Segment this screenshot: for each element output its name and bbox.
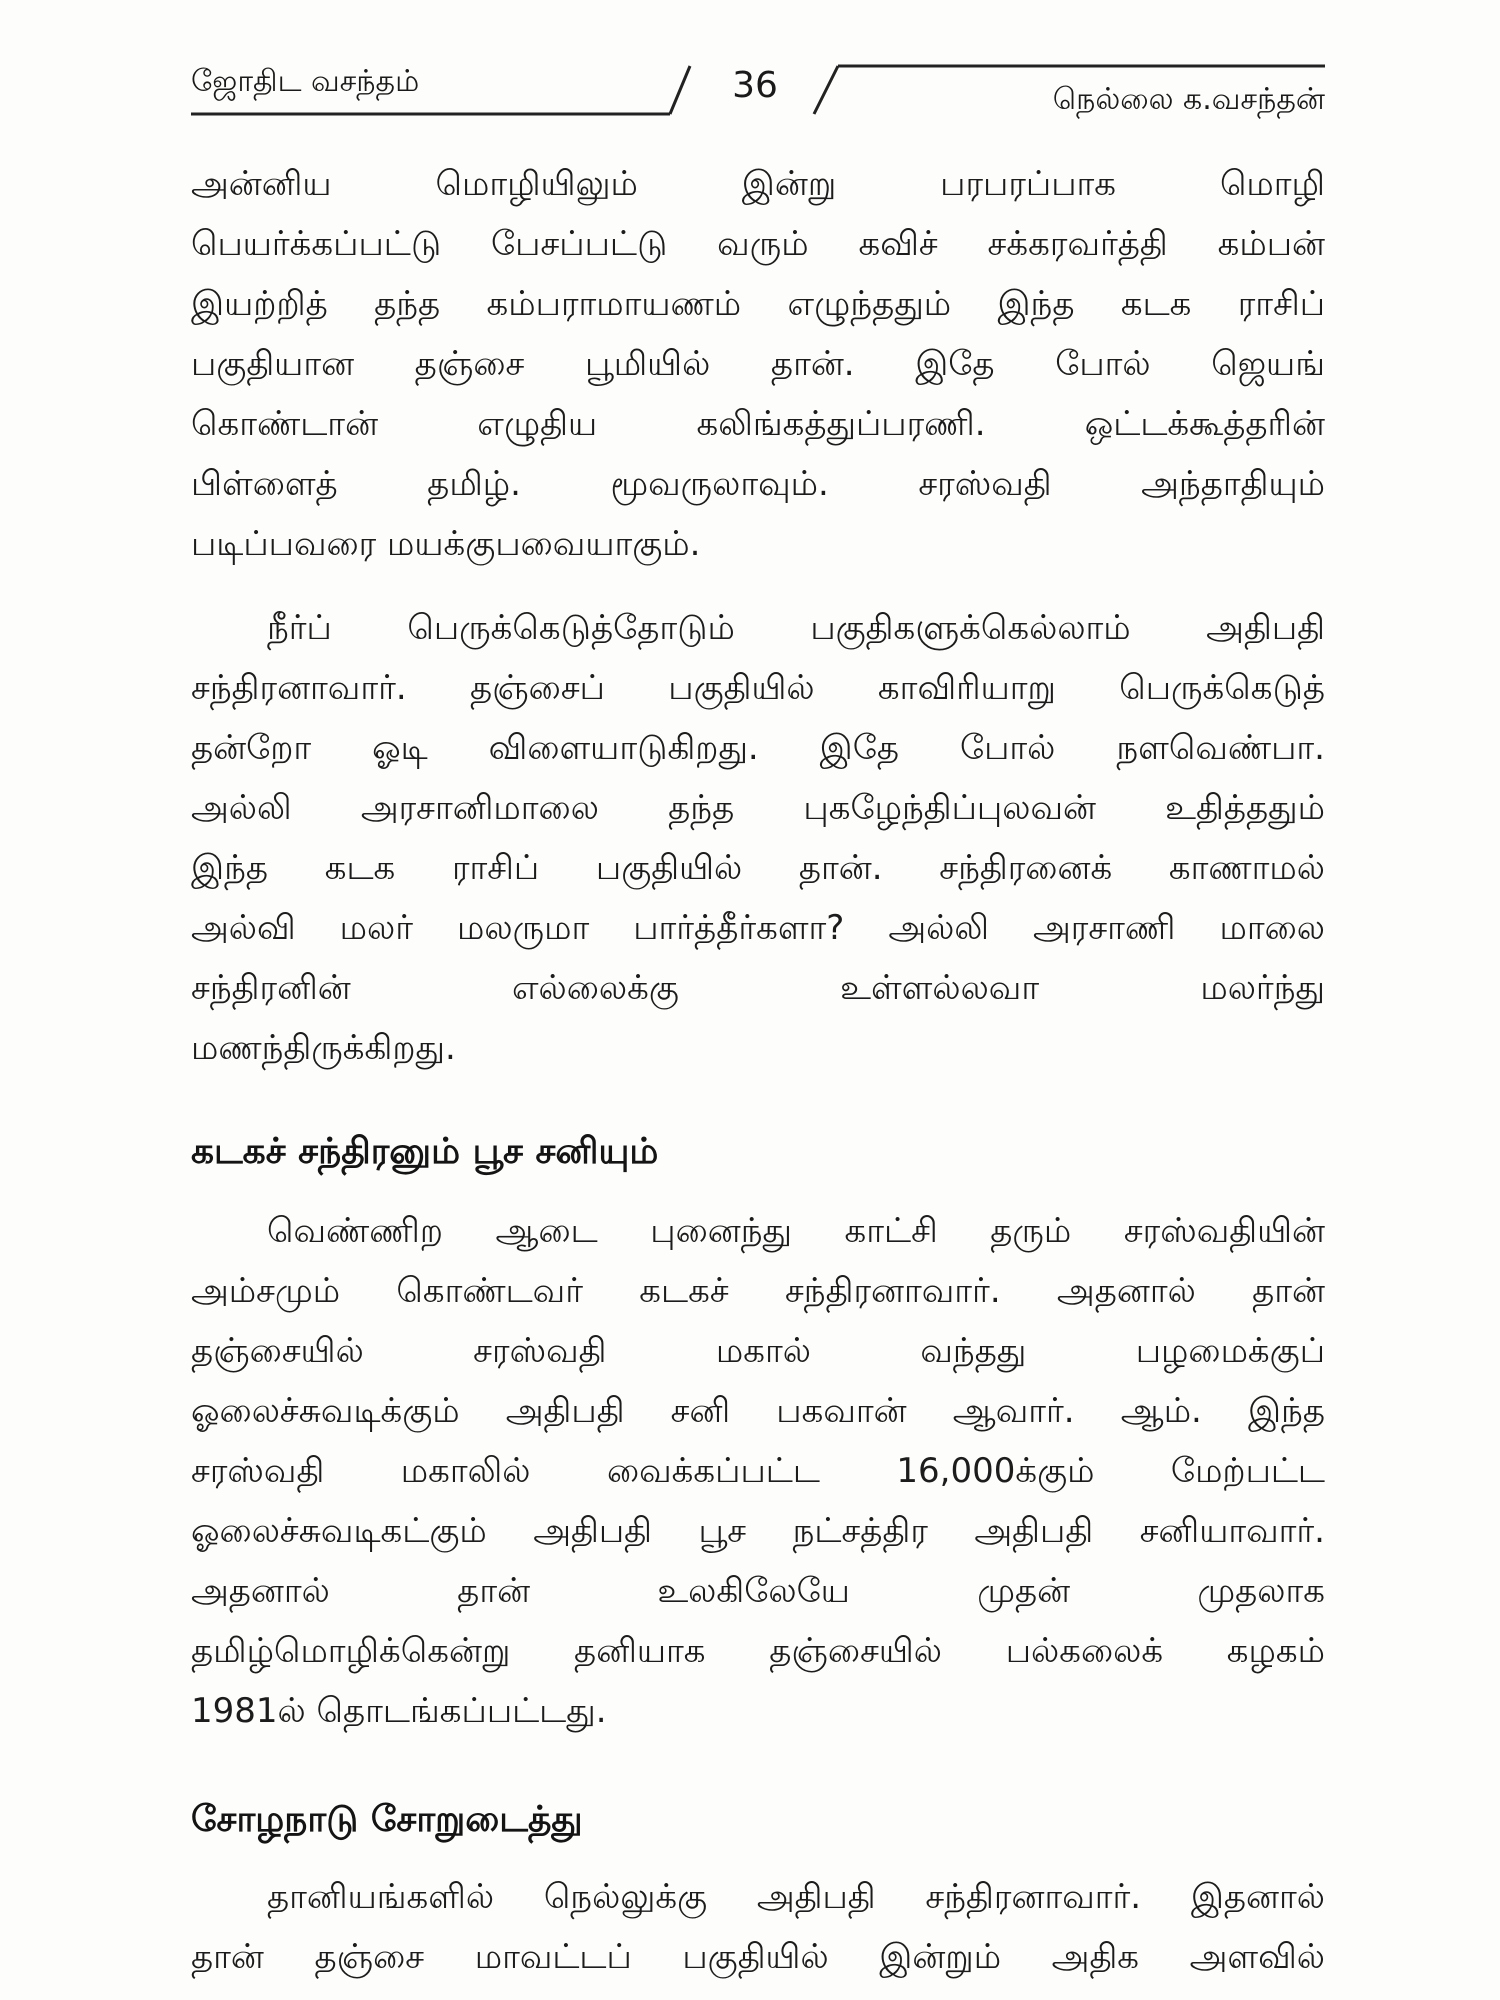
text-line: ஓலைச்சுவடிக்கும் அதிபதி சனி பகவான் ஆவார். ஆம். இந்த	[191, 1391, 1325, 1431]
text-line: கொண்டான் எழுதிய கலிங்கத்துப்பரணி. ஒட்டக்கூத்தரின்	[191, 404, 1325, 444]
section-heading: கடகச் சந்திரனும் பூச சனியும்	[191, 1131, 659, 1172]
text-line: பிள்ளைத் தமிழ். மூவருலாவும். சரஸ்வதி அந்தாதியும்	[191, 464, 1325, 504]
page-number: 36	[732, 65, 778, 106]
text-line: தன்றோ ஓடி விளையாடுகிறது. இதே போல் நளவெண்பா.	[191, 728, 1325, 768]
text-line: ஓலைச்சுவடிகட்கும் அதிபதி பூச நட்சத்திர அதிபதி சனியாவார்.	[191, 1511, 1325, 1551]
paragraph	[191, 1201, 1325, 1741]
text-line: அம்சமும் கொண்டவர் கடகச் சந்திரனாவார். அதனால் தான்	[191, 1271, 1325, 1311]
text-line: நீர்ப் பெருக்கெடுத்தோடும் பகுதிகளுக்கெல்லாம் அதிபதி	[267, 608, 1325, 648]
text-line: சந்திரனாவார். தஞ்சைப் பகுதியில் காவிரியாறு பெருக்கெடுத்	[191, 668, 1325, 708]
header-right-slash	[814, 66, 838, 114]
text-line: சரஸ்வதி மகாலில் வைக்கப்பட்ட 16,000க்கும் மேற்பட்ட	[191, 1451, 1325, 1491]
text-line: அல்வி மலர் மலருமா பார்த்தீர்களா? அல்லி அரசாணி மாலை	[191, 908, 1325, 948]
text-line: பகுதியான தஞ்சை பூமியில் தான். இதே போல் ஜெயங்	[191, 344, 1325, 384]
section-heading: சோழநாடு சோறுடைத்து	[191, 1799, 583, 1840]
running-header-author: நெல்லை க.வசந்தன்	[1052, 82, 1325, 117]
text-line: இயற்றித் தந்த கம்பராமாயணம் எழுந்ததும் இந்த கடக ராசிப்	[191, 284, 1325, 324]
text-line: அல்லி அரசானிமாலை தந்த புகழேந்திப்புலவன் உதித்ததும்	[191, 788, 1325, 828]
text-line: தான் தஞ்சை மாவட்டப் பகுதியில் இன்றும் அதிக அளவில்	[191, 1937, 1325, 1977]
text-line: தானியங்களில் நெல்லுக்கு அதிபதி சந்திரனாவார். இதனால்	[267, 1877, 1325, 1917]
text-line: தமிழ்மொழிக்கென்று தனியாக தஞ்சையில் பல்கலைக் கழகம்	[191, 1631, 1325, 1671]
paragraph	[191, 598, 1325, 1078]
text-line: அதனால் தான் உலகிலேயே முதன் முதலாக	[191, 1571, 1325, 1611]
text-line: சந்திரனின் எல்லைக்கு உள்ளல்லவா மலர்ந்து	[191, 968, 1325, 1008]
text-line: வெண்ணிற ஆடை புனைந்து காட்சி தரும் சரஸ்வதியின்	[267, 1211, 1325, 1251]
text-line: 1981ல் தொடங்கப்பட்டது.	[191, 1691, 607, 1731]
text-line: அன்னிய மொழியிலும் இன்று பரபரப்பாக மொழி	[191, 164, 1325, 204]
header-left-slash	[670, 66, 690, 114]
text-line: இந்த கடக ராசிப் பகுதியில் தான். சந்திரனைக் காணாமல்	[191, 848, 1325, 888]
text-line: பெயர்க்கப்பட்டு பேசப்பட்டு வரும் கவிச் சக்கரவர்த்தி கம்பன்	[191, 224, 1325, 264]
text-line: மணந்திருக்கிறது.	[191, 1028, 456, 1068]
paragraph	[191, 154, 1325, 574]
text-line: படிப்பவரை மயக்குபவையாகும்.	[191, 524, 701, 564]
text-line: தஞ்சையில் சரஸ்வதி மகால் வந்தது பழமைக்குப்	[191, 1331, 1325, 1371]
running-header-book-title: ஜோதிட வசந்தம்	[191, 64, 420, 99]
paragraph	[191, 1867, 1325, 1987]
